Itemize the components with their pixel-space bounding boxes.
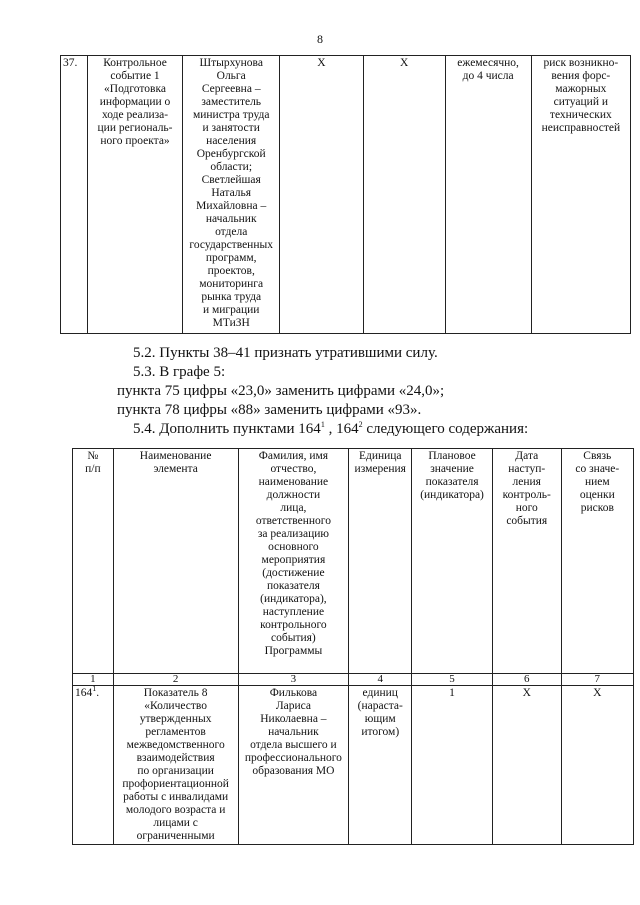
header-cell: Наименование элемента: [113, 449, 238, 674]
date-cell: Х: [492, 686, 561, 845]
responsible-person: Филькова Лариса Николаевна – начальник отдела высшего и профессионального образования МО: [238, 686, 349, 845]
paragraph-text: , 164: [324, 421, 359, 437]
table-continuation: [60, 55, 631, 334]
table-header-row: [73, 449, 634, 674]
column-number: 6: [492, 674, 561, 686]
column-number: 1: [73, 674, 114, 686]
page-number: 8: [317, 32, 323, 46]
header-cell: Связь со значе- нием оценки рисков: [561, 449, 633, 674]
column-number: 5: [412, 674, 493, 686]
row-number-sup: 1: [92, 684, 97, 694]
header-cell: Плановое значение показателя (индикатора): [412, 449, 493, 674]
element-name: Контрольное событие 1 «Подготовка информации о ходе реализа- ции региональ- ного проекта»: [87, 56, 183, 334]
header-cell: Единица измерения: [349, 449, 412, 674]
risk-cell: риск возникно- вения форс- мажорных ситуаций и технических неисправностей: [531, 56, 630, 334]
paragraph: 5.2. Пункты 38–41 признать утратившими силу.: [133, 345, 438, 361]
column-number: 3: [238, 674, 349, 686]
paragraph: пункта 78 цифры «88» заменить цифрами «93».: [117, 402, 422, 418]
unit-cell: единиц (нараста- ющим итогом): [349, 686, 412, 845]
row-number: [73, 686, 114, 845]
table-row: [61, 56, 631, 334]
row-number-base: 164: [75, 687, 93, 699]
value-cell: Х: [363, 56, 445, 334]
paragraph: [133, 420, 528, 439]
header-cell: Фамилия, имя отчество, наименование должности лица, ответственного за реализацию основного мероприятия (достижение показателя (индикатора), наступление контрольного события) Программы: [238, 449, 349, 674]
new-items-table: [72, 448, 634, 845]
paragraph: пункта 75 цифры «23,0» заменить цифрами «24,0»;: [117, 383, 445, 399]
header-cell: № п/п: [73, 449, 114, 674]
superscript: 1: [320, 420, 325, 429]
risk-cell: Х: [561, 686, 633, 845]
unit-cell: Х: [280, 56, 364, 334]
responsible-person: Штырхунова Ольга Сергеевна – заместитель министра труда и занятости населения Оренбургской области; Светлейшая Наталья Михайловна – начальник отдела государственных программ, проектов, мониторинга рынка труда и миграции МТиЗН: [183, 56, 280, 334]
paragraph: 5.3. В графе 5:: [133, 364, 226, 380]
date-cell: ежемесячно, до 4 числа: [445, 56, 531, 334]
superscript: 2: [358, 420, 363, 429]
column-number: 2: [113, 674, 238, 686]
header-cell: Дата наступ- ления контроль- ного события: [492, 449, 561, 674]
column-number: 4: [349, 674, 412, 686]
paragraph-text: следующего содержания:: [362, 421, 529, 437]
value-cell: 1: [412, 686, 493, 845]
element-name: Показатель 8 «Количество утвержденных регламентов межведомственного взаимодействия по организации профориентационной работы с инвалидами молодого возраста и лицами с ограниченными: [113, 686, 238, 845]
column-number-row: [73, 674, 634, 686]
row-number-suffix: .: [96, 687, 100, 699]
row-number: 37.: [61, 56, 88, 334]
column-number: 7: [561, 674, 633, 686]
table-row: [73, 686, 634, 845]
paragraph-text: 5.4. Дополнить пунктами 164: [133, 421, 321, 437]
